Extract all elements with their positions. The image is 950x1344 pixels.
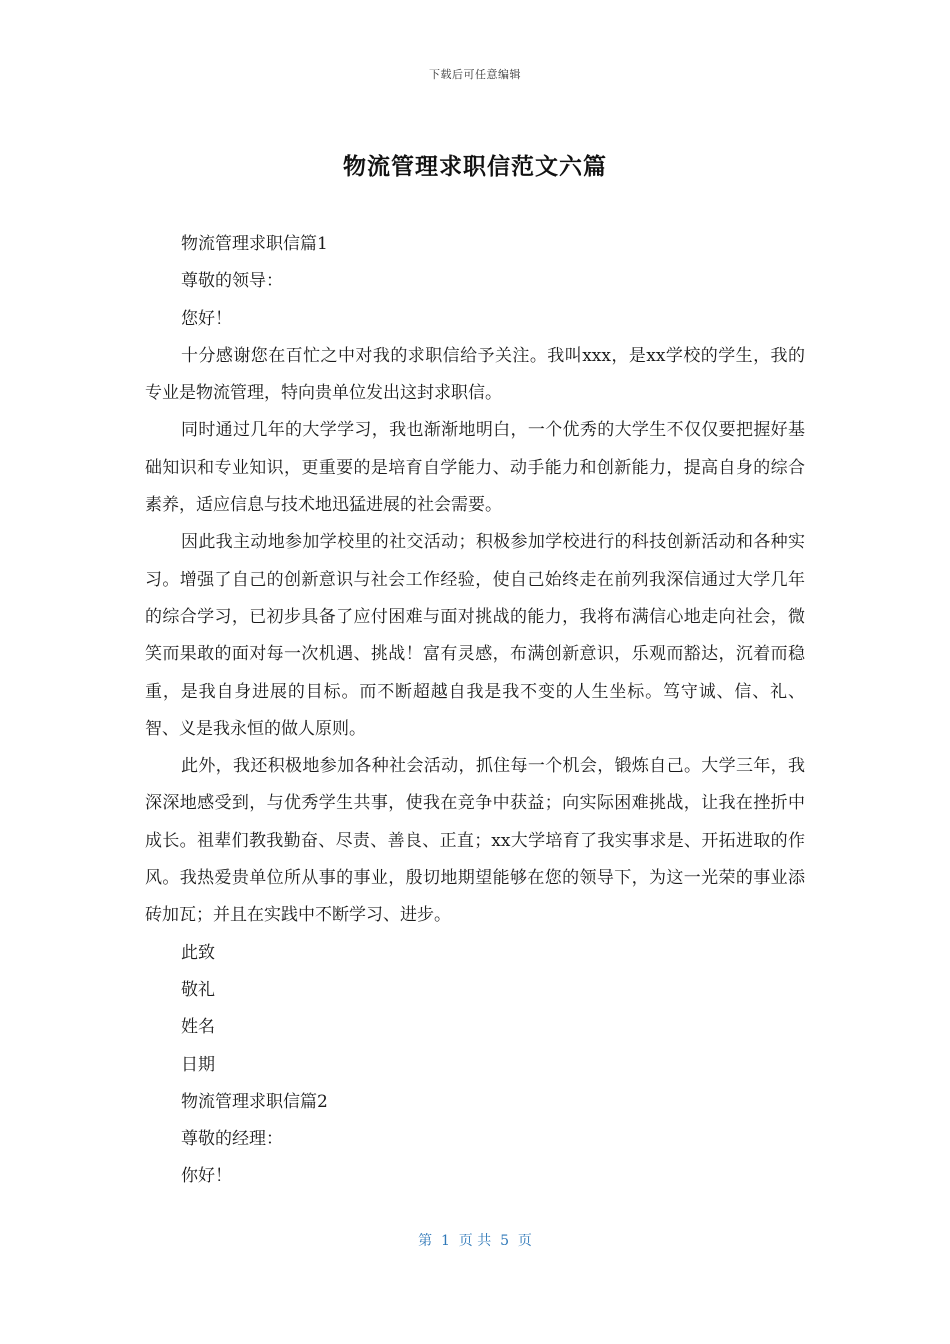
signature-name: 姓名 xyxy=(181,1017,215,1038)
salutation: 尊敬的领导： xyxy=(181,271,283,292)
signature-date: 日期 xyxy=(181,1054,215,1075)
document-title: 物流管理求职信范文六篇 xyxy=(343,154,607,180)
paragraph-activities: 因此我主动地参加学校里的社交活动；积极参加学校进行的科技创新活动和各种实习。增强了自己的创新意识与社会工作经验，使自己始终走在前列我深信通过大学几年的综合学习，已初步具备了应付困难与面对挑战的能力，我将布满信心地走向社会，微笑而果敢的面对每一次机遇、挑战！富有灵感，布满创新意识，乐观而豁达，沉着而稳重，是我自身进展的目标。而不断超越自我是我不变的人生坐标。笃守诚、信、礼、智、义是我永恒的做人原则。 xyxy=(145,532,805,739)
greeting-2: 你好！ xyxy=(181,1166,232,1187)
section-heading-1: 物流管理求职信篇1 xyxy=(181,234,328,254)
closing-cizhi: 此致 xyxy=(181,942,215,963)
letter-body xyxy=(145,226,805,1196)
paragraph-intro: 十分感谢您在百忙之中对我的求职信给予关注。我叫xxx，是xx学校的学生，我的专业是物流管理，特向贵单位发出这封求职信。 xyxy=(145,345,805,404)
paragraph-study: 同时通过几年的大学学习，我也渐渐地明白，一个优秀的大学生不仅仅要把握好基础知识和专业知识，更重要的是培育自学能力、动手能力和创新能力，提高自身的综合素养，适应信息与技术地迅猛进展的社会需要。 xyxy=(145,420,805,516)
section-heading-2: 物流管理求职信篇2 xyxy=(181,1091,328,1112)
greeting: 您好！ xyxy=(181,308,232,329)
paragraph-social: 此外，我还积极地参加各种社会活动，抓住每一个机会，锻炼自己。大学三年，我深深地感受到，与优秀学生共事，使我在竞争中获益；向实际困难挑战，让我在挫折中成长。祖辈们教我勤奋、尽责、善良、正直；xx大学培育了我实事求是、开拓进取的作风。我热爱贵单位所从事的事业，殷切地期望能够在您的领导下，为这一光荣的事业添砖加瓦；并且在实践中不断学习、进步。 xyxy=(145,756,805,926)
salutation-2: 尊敬的经理： xyxy=(181,1129,283,1150)
header-note: 下载后可任意编辑 xyxy=(429,68,521,81)
closing-jingli: 敬礼 xyxy=(181,979,215,1000)
page-number-footer: 第 1 页 共 5 页 xyxy=(418,1233,532,1249)
